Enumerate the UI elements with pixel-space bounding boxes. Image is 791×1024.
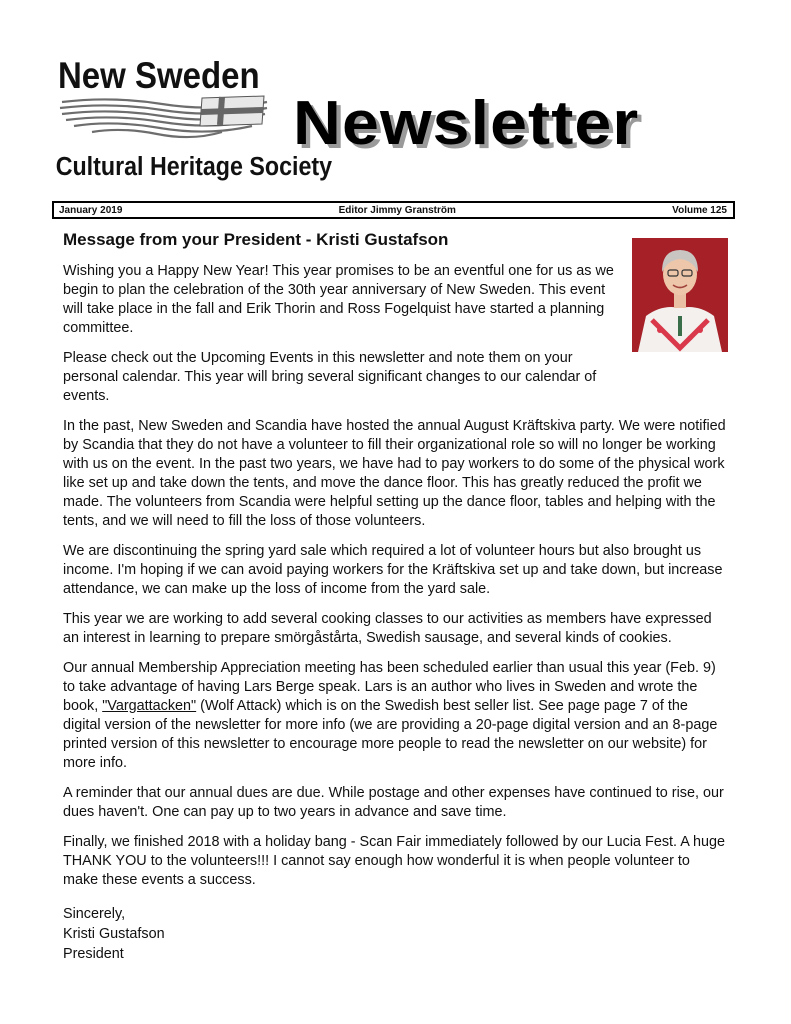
issue-editor: Editor Jimmy Granström bbox=[338, 204, 456, 216]
signoff-closing: Sincerely, bbox=[63, 906, 126, 922]
society-logo-graphic bbox=[52, 52, 333, 194]
paragraph-upcoming-events: Please check out the Upcoming Events in this newsletter and note them on your personal calendar. This year will bring several significant changes to our calendar of events. bbox=[63, 350, 597, 404]
signoff-role: President bbox=[63, 946, 124, 962]
issue-volume: Volume 125 bbox=[672, 204, 727, 216]
logo-line1: New Sweden bbox=[58, 55, 260, 97]
newsletter-masthead: Newsletter bbox=[293, 89, 640, 158]
paragraph-membership-meeting bbox=[63, 659, 728, 773]
paragraph-cooking-classes: This year we are working to add several cooking classes to our activities as members have expressed an interest in learning to prepare smörgåstårta, Swedish sausage, and several kinds of cookies. bbox=[63, 611, 712, 646]
paragraph-dues: A reminder that our annual dues are due. While postage and other expenses have continued to rise, our dues haven't. One can pay up to two years in advance and save time. bbox=[63, 785, 724, 820]
paragraph-kraftskiva: In the past, New Sweden and Scandia have hosted the annual August Kräftskiva party. We were notified by Scandia that they do not have a volunteer to fill their organizational role so will no longer be working with us on the event. In the past two years, we have had to pay workers to do some of the physical work like set up and take down the tents, and move the dance floor. This has greatly reduced the profit we made. The volunteers from Scandia were helpful setting up the dance floor, tables and helping with the tents, and we will need to fill the loss of those volunteers. bbox=[63, 418, 726, 529]
vargattacken-link[interactable]: "Vargattacken" bbox=[102, 698, 197, 714]
paragraph-yard-sale: We are discontinuing the spring yard sale which required a lot of volunteer hours but also brought us income. I'm hoping if we can avoid paying workers for the Kräftskiva set up and take down, but increase attendance, we can make up the loss of income from the yard sale. bbox=[63, 543, 723, 597]
flag-stripes-graphic bbox=[60, 96, 267, 137]
signoff-name: Kristi Gustafson bbox=[63, 926, 165, 942]
article bbox=[63, 230, 728, 964]
meeting-text-before: Our annual Membership Appreciation meeting has been scheduled earlier than usual this year (Feb. 9) to take advantage of having Lars Berge speak. Lars is an author who lives in Sweden and wrote the book, bbox=[63, 660, 716, 714]
logo-line2: Cultural Heritage Society bbox=[55, 152, 333, 182]
issue-date: January 2019 bbox=[59, 204, 123, 216]
society-logo bbox=[52, 52, 333, 194]
paragraph-holiday: Finally, we finished 2018 with a holiday bang - Scan Fair immediately followed by our Lucia Fest. A huge THANK YOU to the volunteers!!! I cannot say enough how wonderful it is when people volunteer to make these events a success. bbox=[63, 834, 726, 888]
meeting-text-after: (Wolf Attack) which is on the Swedish best seller list. See page page 7 of the digital version of the newsletter for more info (we are providing a 20-page digital version and an 8-page printed version of this newsletter to encourage more people to read the newsletter on our website) for more info. bbox=[63, 698, 718, 771]
issue-info-bar bbox=[52, 201, 735, 219]
article-title: Message from your President - Kristi Gustafson bbox=[63, 230, 449, 249]
signoff bbox=[63, 904, 728, 964]
paragraph-new-year: Wishing you a Happy New Year! This year promises to be an eventful one for us as we begin to plan the celebration of the 30th year anniversary of New Sweden. This event will take place in the fall and Erik Thorin and Ross Fogelquist have started a planning committee. bbox=[63, 263, 614, 336]
